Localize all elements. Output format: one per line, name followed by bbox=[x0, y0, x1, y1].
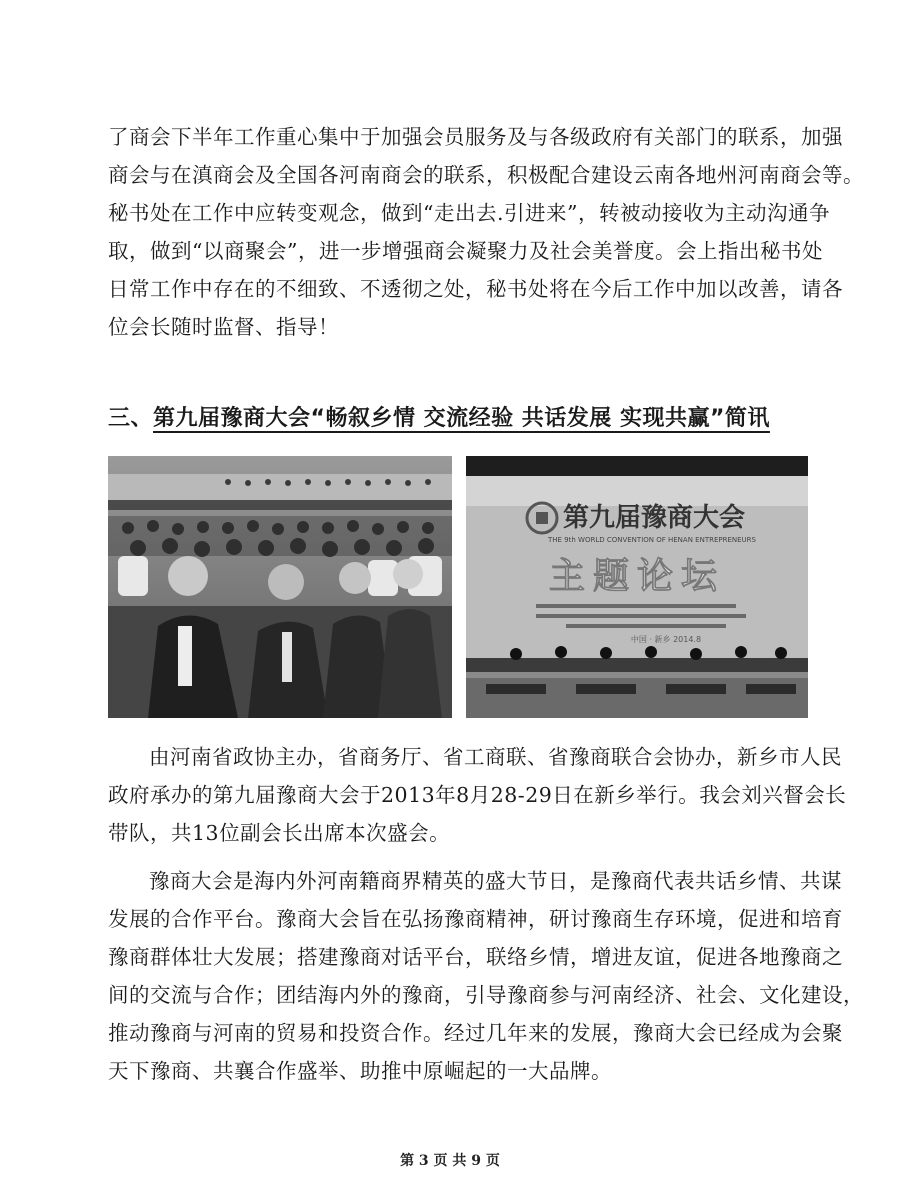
text-line: 日常工作中存在的不细致、不透彻之处，秘书处将在今后工作中加以改善，请各 bbox=[108, 277, 843, 301]
text-line: 由河南省政协主办，省商务厅、省工商联、省豫商联合会协办，新乡市人民 bbox=[149, 745, 842, 769]
section-number: 三、 bbox=[108, 406, 154, 431]
text-line: 了商会下半年工作重心集中于加强会员服务及与各级政府有关部门的联系，加强 bbox=[108, 125, 843, 149]
audience-illustration bbox=[108, 456, 452, 718]
section-title: 第九届豫商大会“畅叙乡情 交流经验 共话发展 实现共赢”简讯 bbox=[153, 406, 770, 431]
text-line: 发展的合作平台。豫商大会旨在弘扬豫商精神，研讨豫商生存环境，促进和培育 bbox=[108, 907, 843, 931]
section-heading bbox=[108, 399, 770, 439]
paragraph-convention-intro bbox=[108, 738, 847, 852]
screen-heading: 主题论坛 bbox=[548, 556, 726, 597]
text-line: 间的交流与合作；团结海内外的豫商，引导豫商参与河南经济、社会、文化建设， bbox=[108, 983, 864, 1007]
text-line: 秘书处在工作中应转变观念，做到“走出去.引进来”，转被动接收为主动沟通争 bbox=[108, 201, 830, 225]
page-footer: 第 3 页 共 9 页 bbox=[400, 1153, 500, 1169]
photo-forum-stage bbox=[466, 456, 808, 718]
text-line: 政府承办的第九届豫商大会于2013年8月28-29日在新乡举行。我会刘兴督会长 bbox=[108, 783, 847, 807]
text-line: 豫商大会是海内外河南籍商界精英的盛大节日，是豫商代表共话乡情、共谋 bbox=[149, 869, 842, 893]
forum-illustration bbox=[466, 456, 808, 718]
banner-subtitle: THE 9th WORLD CONVENTION OF HENAN ENTREPRENEURS bbox=[547, 536, 757, 544]
text-line: 带队，共13位副会长出席本次盛会。 bbox=[108, 821, 451, 845]
banner-title: 第九届豫商大会 bbox=[562, 503, 746, 533]
screen-place-date: 中国 · 新乡 2014.8 bbox=[630, 635, 702, 644]
text-line: 取，做到“以商聚会”，进一步增强商会凝聚力及社会美誉度。会上指出秘书处 bbox=[108, 239, 823, 263]
paragraph-secretariat-work bbox=[108, 118, 864, 346]
text-line: 豫商群体壮大发展；搭建豫商对话平台，联络乡情，增进友谊，促进各地豫商之 bbox=[108, 945, 843, 969]
paragraph-convention-purpose bbox=[108, 862, 864, 1090]
text-line: 推动豫商与河南的贸易和投资合作。经过几年来的发展，豫商大会已经成为会聚 bbox=[108, 1021, 843, 1045]
text-line: 天下豫商、共襄合作盛举、助推中原崛起的一大品牌。 bbox=[108, 1059, 612, 1083]
photo-audience bbox=[108, 456, 452, 718]
text-line: 位会长随时监督、指导！ bbox=[108, 315, 339, 339]
text-line: 商会与在滇商会及全国各河南商会的联系，积极配合建设云南各地州河南商会等。 bbox=[108, 163, 864, 187]
